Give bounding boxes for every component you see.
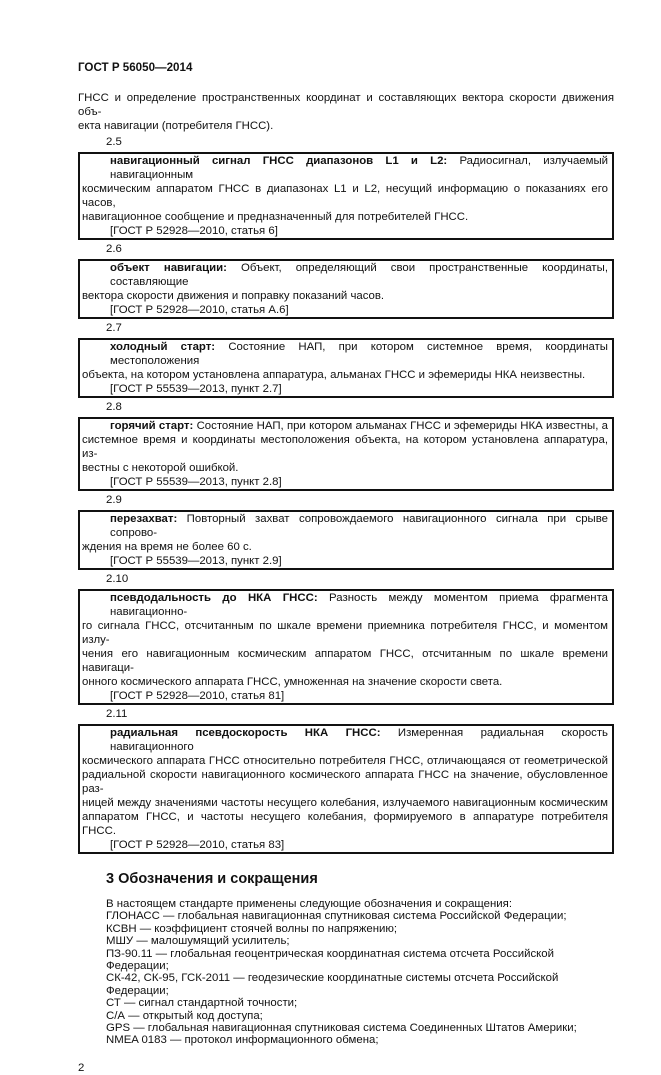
definition-line: го сигнала ГНСС, отсчитанным по шкале времени приемника потребителя ГНСС, и моментом излу- <box>82 620 608 646</box>
definition-line: аппаратом ГНСС, и частоты несущего колебания, формируемого в аппаратуре потребителя ГНСС. <box>82 811 608 837</box>
term-reference: [ГОСТ Р 55539—2013, пункт 2.8] <box>110 476 282 488</box>
abbreviation-item: GPS — глобальная навигационная спутниковая система Соединенных Штатов Америки; <box>106 1022 577 1035</box>
term-reference: [ГОСТ Р 55539—2013, пункт 2.7] <box>110 383 282 395</box>
term-definition-box <box>78 152 614 240</box>
term-definition-box <box>78 417 614 491</box>
term-reference: [ГОСТ Р 52928—2010, статья 83] <box>110 839 285 851</box>
definition-line <box>82 261 608 289</box>
definition-line: вектора скорости движения и поправку показаний часов. <box>82 290 385 302</box>
definition-text: Состояние НАП, при котором системное время, координаты местоположения <box>110 341 608 367</box>
definition-line: объекта, на котором установлена аппаратура, альманах ГНСС и эфемериды НКА неизвестны. <box>82 369 586 381</box>
definition-line: космическим аппаратом ГНСС в диапазонах L1 и L2, несущий информацию о показаниях его часов, <box>82 183 608 209</box>
definition-text: Измеренная радиальная скорость навигационного <box>110 727 608 753</box>
abbreviation-item: NMEA 0183 — протокол информационного обмена; <box>106 1034 379 1047</box>
term-number: 2.5 <box>106 136 122 148</box>
definition-text: Радиосигнал, излучаемый навигационным <box>110 155 608 181</box>
term-definition-box <box>78 259 614 319</box>
section-title: 3 Обозначения и сокращения <box>106 871 318 887</box>
definition-text: Разность между моментом приема фрагмента навигационно- <box>110 592 609 618</box>
term-definition-box <box>78 338 614 398</box>
abbreviation-item: ПЗ-90.11 — глобальная геоцентрическая координатная система отсчета Российской Федерации; <box>106 947 554 973</box>
definition-line <box>82 340 608 368</box>
term-number: 2.10 <box>106 573 129 585</box>
definition-line: вестны с некоторой ошибкой. <box>82 462 239 474</box>
term-name: перезахват: <box>110 513 178 525</box>
abbreviation-item: ГЛОНАСС — глобальная навигационная спутниковая система Российской Федерации; <box>106 910 567 923</box>
abbreviation-item: С/А — открытый код доступа; <box>106 1009 263 1022</box>
definition-line <box>82 419 608 433</box>
definition-line <box>82 154 608 182</box>
definition-text: Повторный захват сопровождаемого навигационного сигнала при срыве сопрово- <box>110 513 608 539</box>
definition-line: системное время и координаты местоположения объекта, на котором установлена аппаратура, из- <box>82 434 608 460</box>
intro-line: екта навигации (потребителя ГНСС). <box>78 120 274 132</box>
term-reference: [ГОСТ Р 52928—2010, статья 81] <box>110 690 285 702</box>
abbreviation-list <box>106 898 616 1047</box>
definition-line <box>82 726 608 754</box>
abbreviation-item: СТ — сигнал стандартной точности; <box>106 997 298 1010</box>
definition-text: Состояние НАП, при котором альманах ГНСС и эфемериды НКА известны, а <box>193 420 609 432</box>
term-name: псевдодальность до НКА ГНСС: <box>110 592 318 604</box>
term-definition-box <box>78 724 614 854</box>
definition-line: радиальной скорости навигационного космического аппарата ГНСС на значение, обусловленное раз- <box>82 769 608 795</box>
definition-line: навигационное сообщение и предназначенный для потребителей ГНСС. <box>82 211 469 223</box>
document-header: ГОСТ Р 56050—2014 <box>78 61 193 74</box>
term-reference: [ГОСТ Р 55539—2013, пункт 2.9] <box>110 555 282 567</box>
term-name: холодный старт: <box>110 341 216 353</box>
page-number: 2 <box>78 1061 85 1074</box>
abbreviation-item: В настоящем стандарте применены следующие обозначения и сокращения: <box>106 898 512 910</box>
term-name: горячий старт: <box>110 420 194 432</box>
term-name: навигационный сигнал ГНСС диапазонов L1 и L2: <box>110 155 448 167</box>
abbreviation-item: СК-42, СК-95, ГСК-2011 — геодезические координатные системы отсчета Российской Федерации; <box>106 972 559 997</box>
definition-line: ждения на время не более 60 с. <box>82 541 252 553</box>
term-number: 2.8 <box>106 401 122 413</box>
term-reference: [ГОСТ Р 52928—2010, статья А.6] <box>110 304 289 316</box>
abbreviation-item: КСВН — коэффициент стоячей волны по напряжению; <box>106 922 398 935</box>
terms-body <box>78 91 614 854</box>
term-name: радиальная псевдоскорость НКА ГНСС: <box>110 727 381 739</box>
abbreviation-item: МШУ — малошумящий усилитель; <box>106 935 290 948</box>
definition-line: онного космического аппарата ГНСС, умноженная на значение скорости света. <box>82 676 503 688</box>
term-number: 2.7 <box>106 322 122 334</box>
definition-line: чения его навигационным космическим аппаратом ГНСС, отсчитанным по шкале времени навигаци- <box>82 648 608 674</box>
term-reference: [ГОСТ Р 52928—2010, статья 6] <box>110 225 278 237</box>
term-name: объект навигации: <box>110 262 227 274</box>
definition-line: ницей между значениями частоты несущего колебания, излучаемого навигационным космическим <box>82 797 608 809</box>
term-number: 2.6 <box>106 243 122 255</box>
term-definition-box <box>78 589 614 705</box>
page-body <box>78 91 614 1075</box>
term-number: 2.11 <box>106 708 128 720</box>
definition-line <box>82 512 608 540</box>
term-number: 2.9 <box>106 494 122 506</box>
intro-line: ГНСС и определение пространственных координат и составляющих вектора скорости движения объ- <box>78 92 614 118</box>
definition-line: космического аппарата ГНСС относительно потребителя ГНСС, отличающаяся от геометрической <box>82 755 608 767</box>
definition-text: Объект, определяющий свои пространственные координаты, составляющие <box>110 262 608 288</box>
term-definition-box <box>78 510 614 570</box>
definition-line <box>82 591 608 619</box>
